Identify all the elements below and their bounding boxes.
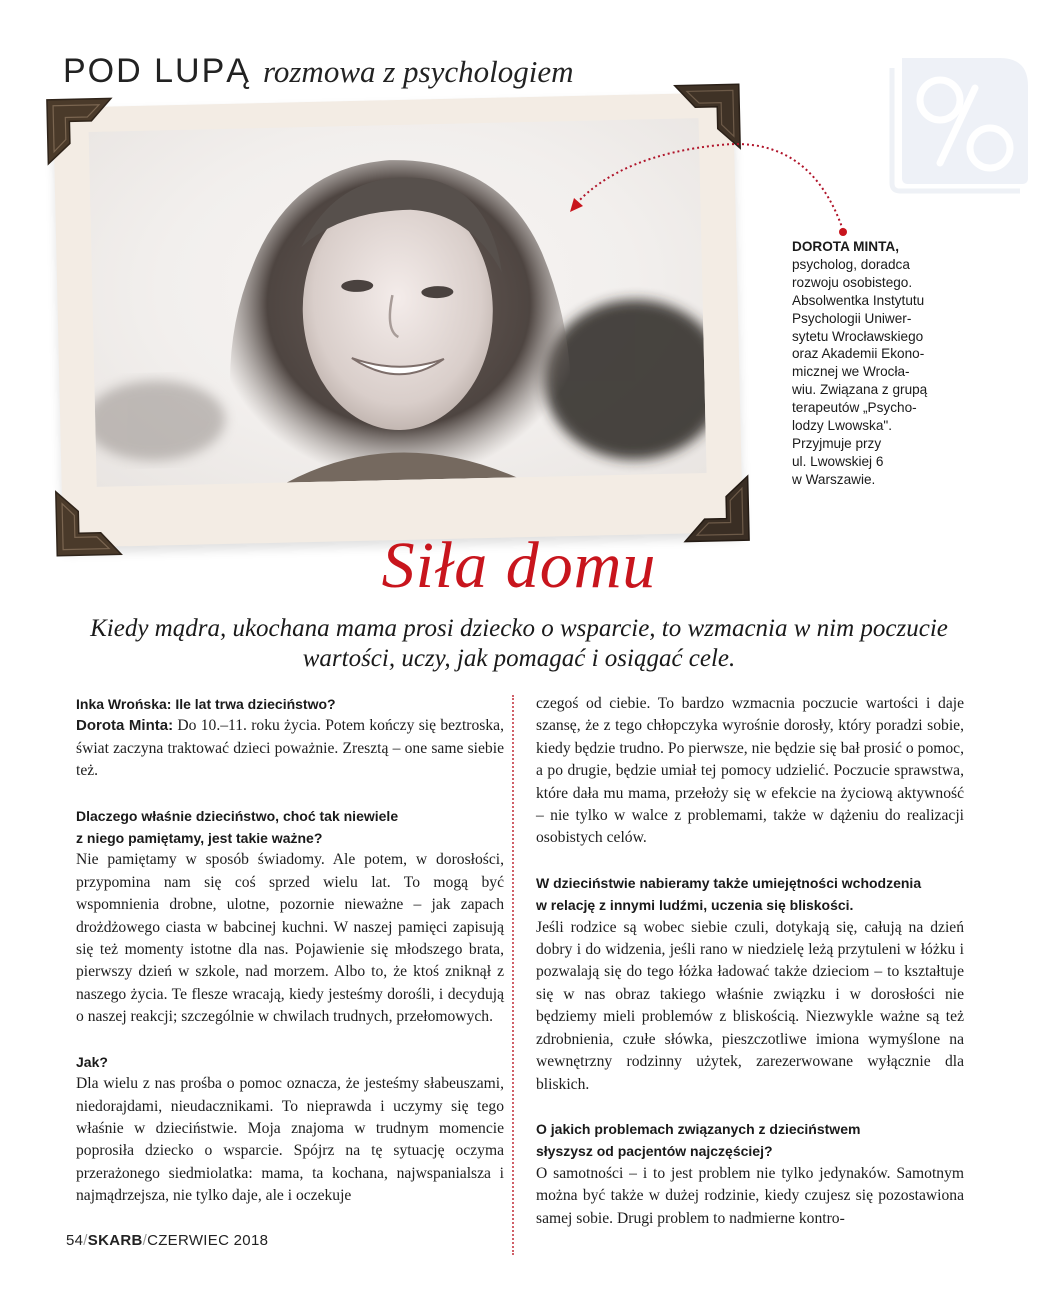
section-title: POD LUPĄ	[63, 52, 251, 90]
interview-question: Inka Wrońska: Ile lat trwa dzieciństwo?	[76, 696, 336, 712]
page-number: 54	[66, 1232, 84, 1249]
interview-question: Jak?	[76, 1053, 108, 1070]
bio-line: wiu. Związana z grupą	[792, 382, 928, 398]
percent-icon	[880, 48, 1030, 198]
question-line: W dzieciństwie nabieramy także umiejętności wchodzenia	[536, 874, 922, 891]
issue-date: CZERWIEC 2018	[147, 1232, 269, 1249]
question-line: w relację z innymi ludźmi, uczenia się bliskości.	[536, 897, 854, 914]
bio-line: psycholog, doradca	[792, 256, 910, 272]
interview-question	[536, 872, 964, 917]
bio-line: oraz Akademii Ekono-	[792, 346, 925, 362]
interview-answer: O samotności – i to jest problem nie tylko jedynaków. Samotnym można być także w dużej rodzinie, kiedy czujesz się pozostawiona samej sobie. Drugi problem to nadmierne kontro-	[536, 1164, 964, 1227]
footer-separator: /	[142, 1232, 148, 1249]
page-footer	[66, 1232, 268, 1249]
bio-line: ul. Lwowskiej 6	[792, 453, 884, 469]
question-line: O jakich problemach związanych z dzieciństwem	[536, 1120, 861, 1137]
article-column-right	[536, 693, 964, 1230]
bio-name: DOROTA MINTA,	[792, 239, 899, 254]
interview-question	[76, 805, 504, 850]
speaker-name: Dorota Minta:	[76, 717, 174, 735]
bio-line: lodzy Lwowska".	[792, 418, 893, 434]
interview-answer: Nie pamiętamy w sposób świadomy. Ale potem, w dorosłości, przypomina nam się coś sprzed wielu lat. To mogą być wspomnienia drobne, ulotne, pozornie nieważne – jak zapach drożdżowego ciasta w babcinej kuchni. W naszej pamięci zapisują się też momenty istotne dla nas. Pojawienie się młodszego brata, pierwszy dzień w szkole, nad morzem. Albo to, że ktoś zniknął z naszego życia. Te flesze wracają, kiedy jesteśmy dorośli, i decydują o naszej reakcji; szczególnie w chwilach trudnych, przełomowych.	[76, 851, 504, 1026]
interview-answer: Jeśli rodzice są wobec siebie czuli, dotykają się, całują na dzień dobry i do widzenia, jeśli rano w niedzielę leżą przytuleni w łóżku i pozwalają się do tego łóżka ładować także dzieciom – to kształtuje się w nas obraz takiego właśnie związku i w dorosłości nie będziemy mieli problemów z bliskością. Niezwykle ważne są też zdrobnienia, czułe słówka, pieszczotliwe imiona wymyślone na wewnętrzny rodzinny użytek, zarezerwowane wyłącznie dla bliskich.	[536, 918, 964, 1093]
interview-answer: Dla wielu z nas prośba o pomoc oznacza, że jesteśmy słabeuszami, niedorajdami, nieudacznikami. To nieprawda i uczymy się tego właśnie w dzieciństwie. Moja znajoma w trudnym momencie poprosiła dziecko o wsparcie. Spójrz na tę sytuację oczyma przerażonego siedmiolatka: mama, ta kochana, najwspanialsza i najmądrzejsza, nie tylko daje, ale i oczekuje	[76, 1075, 504, 1205]
magazine-name: SKARB	[87, 1232, 143, 1249]
footer-separator: /	[83, 1232, 88, 1249]
bio-line: Przyjmuje przy	[792, 435, 882, 451]
section-subtitle: rozmowa z psychologiem	[262, 54, 574, 89]
bio-line: sytetu Wrocławskiego	[792, 328, 924, 344]
interview-answer: czegoś od ciebie. To bardzo wzmacnia poczucie wartości i daje szansę, że z tego chłopczyka wyrośnie dorosły, który poradzi sobie, kiedy będzie trudno. Po pierwsze, nie będzie się bał prosić o pomoc, a po drugie, będzie umiał tej pomocy udzielić. Poczucie sprawstwa, które dała mu mama, przełoży się w efekcie na życiową aktywność – nie tylko w walce z problemami, także w dążeniu do realizacji osobistych celów.	[536, 695, 964, 847]
article-column-left	[76, 693, 504, 1208]
bio-line: Absolwentka Instytutu	[792, 292, 925, 308]
column-divider	[512, 695, 514, 1255]
dotted-arrow-icon	[560, 130, 860, 240]
photo-corner-icon	[45, 96, 115, 166]
interview-question	[536, 1118, 964, 1163]
interview-answer	[76, 715, 504, 782]
bio-line: terapeutów „Psycho-	[792, 400, 917, 416]
question-line: słyszysz od pacjentów najczęściej?	[536, 1143, 773, 1160]
section-header	[63, 52, 574, 91]
bio-line: rozwoju osobistego.	[792, 274, 913, 290]
question-line: z niego pamiętamy, jest takie ważne?	[76, 830, 323, 847]
answer-text: Do 10.–11. roku życia. Potem kończy się beztroska, świat zaczyna traktować dzieci poważnie. Zresztą – one same siebie też.	[76, 717, 504, 780]
bio-caption	[792, 238, 962, 489]
bio-line: w Warszawie.	[792, 471, 876, 487]
question-line: Dlaczego właśnie dzieciństwo, choć tak niewiele	[76, 807, 399, 824]
bio-line: micznej we Wrocła-	[792, 364, 910, 380]
article-title: Siła domu	[381, 529, 657, 602]
article-lead: Kiedy mądra, ukochana mama prosi dziecko o wsparcie, to wzmacnia w nim poczucie wartości, uczy, jak pomagać i osiągać cele.	[90, 615, 948, 672]
bio-line: Psychologii Uniwer-	[792, 310, 912, 326]
